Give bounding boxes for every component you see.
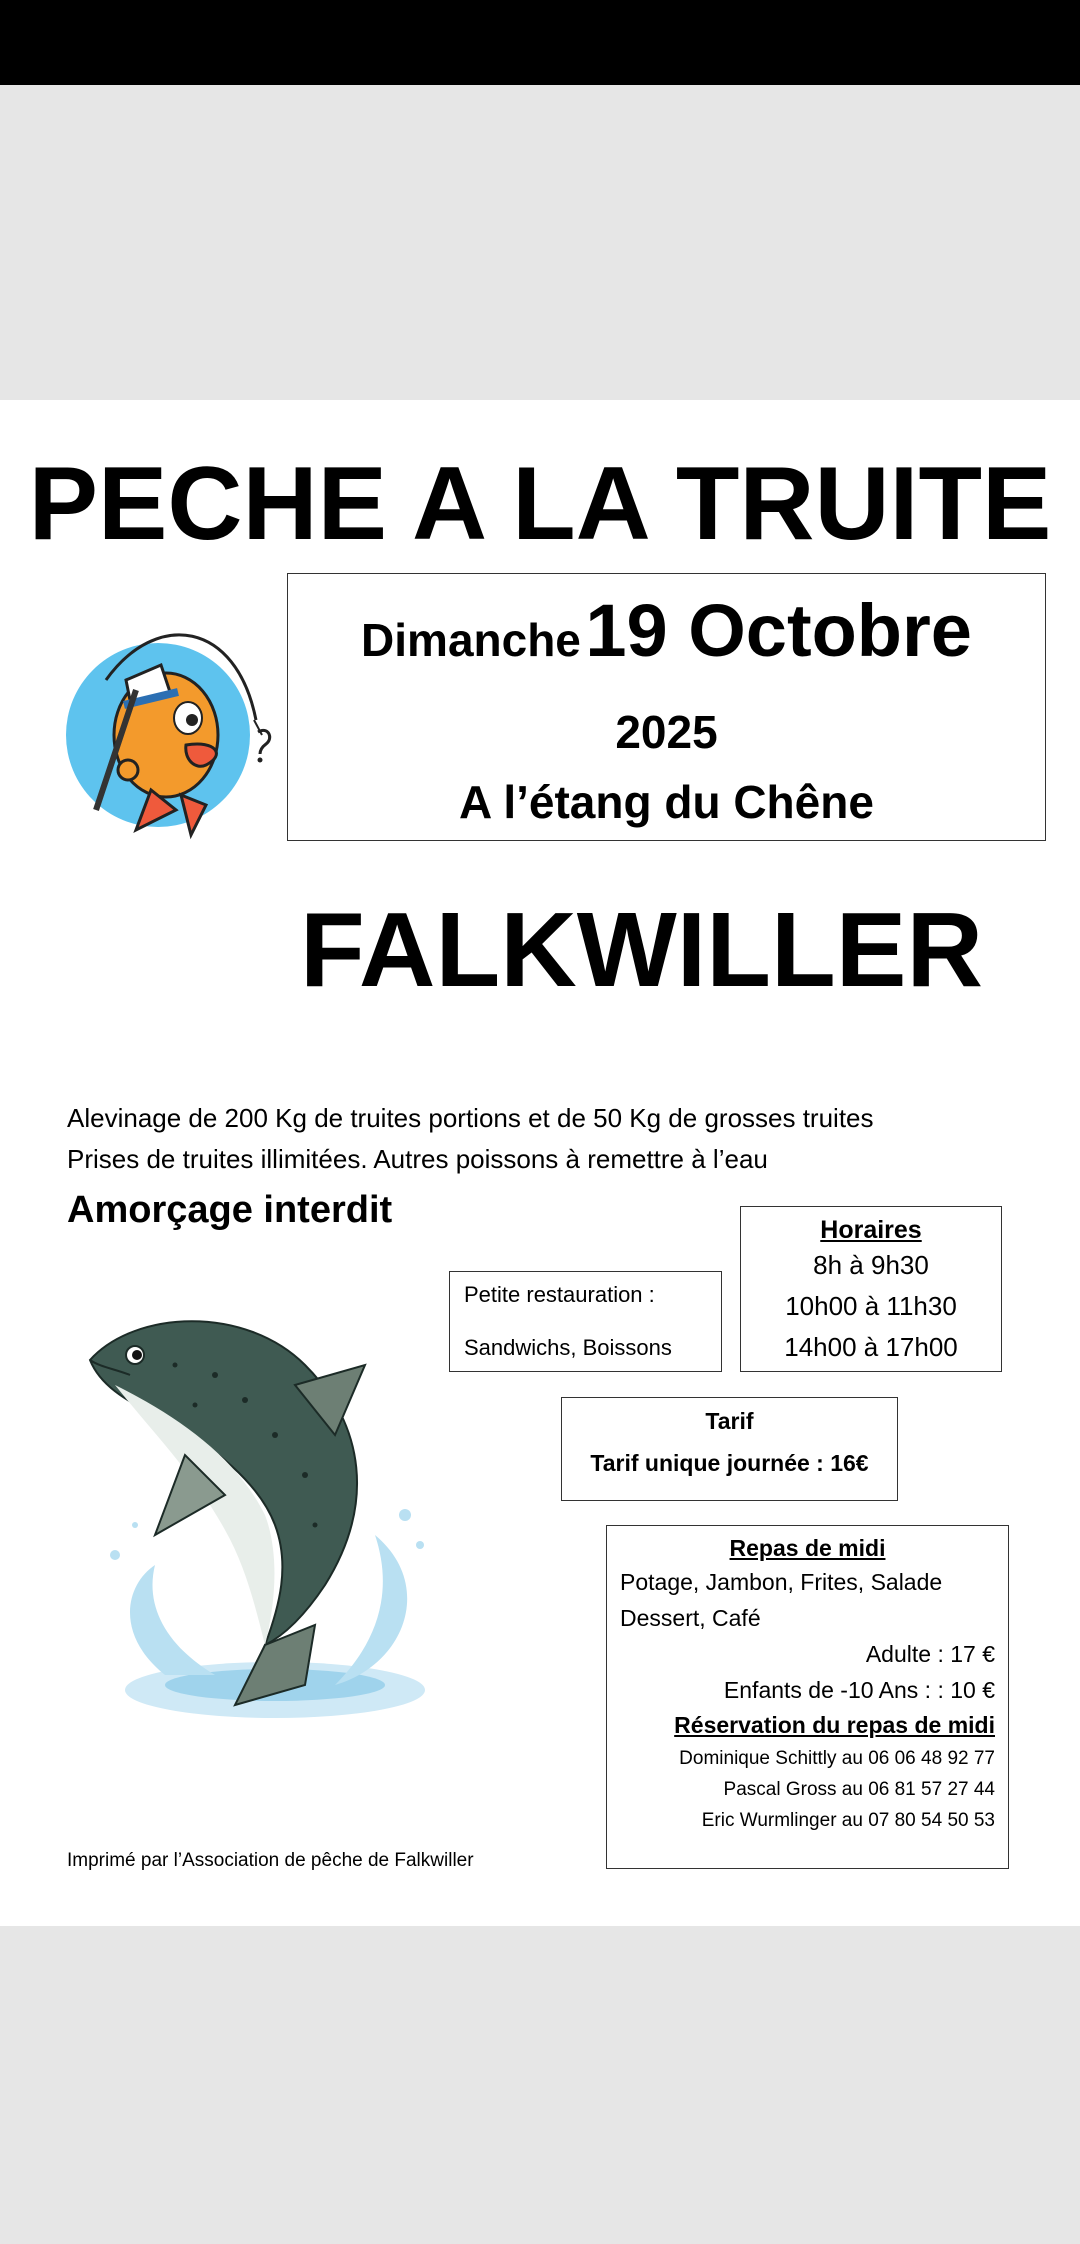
printer-credit: Imprimé par l’Association de pêche de Falkwiller (67, 1850, 474, 1871)
intro-line-stocking: Alevinage de 200 Kg de truites portions et de 50 Kg de grosses truites (67, 1103, 874, 1133)
lunch-children-price: Enfants de -10 Ans : : 10 € (723, 1677, 995, 1704)
catering-box (449, 1271, 722, 1372)
lunch-heading: Repas de midi (729, 1535, 886, 1561)
lunch-box (606, 1525, 1009, 1869)
hours-slot: 8h à 9h30 (813, 1250, 929, 1280)
jumping-trout-illustration (75, 1305, 455, 1735)
lunch-adult-price: Adulte : 17 € (865, 1641, 995, 1668)
hours-slot: 14h00 à 17h00 (784, 1332, 958, 1362)
date-box (287, 573, 1046, 841)
lunch-menu-line: Dessert, Café (620, 1605, 761, 1632)
status-bar (0, 0, 1080, 85)
reservation-contact: Eric Wurmlinger au 07 80 54 50 53 (701, 1810, 995, 1832)
flyer-title: PECHE A LA TRUITE (28, 446, 1052, 562)
hours-box (740, 1206, 1002, 1372)
baiting-warning: Amorçage interdit (67, 1189, 393, 1231)
event-location: A l’étang du Chêne (459, 776, 874, 828)
reservation-heading: Réservation du repas de midi (674, 1712, 995, 1739)
catering-title: Petite restauration : (464, 1282, 655, 1307)
reservation-contact: Dominique Schittly au 06 06 48 92 77 (679, 1748, 995, 1770)
date-day-month: 19 Octobre (585, 589, 972, 672)
catering-items: Sandwichs, Boissons (464, 1335, 672, 1361)
town-name: FALKWILLER (300, 891, 983, 1009)
hours-slot: 10h00 à 11h30 (785, 1291, 957, 1321)
pricing-box (561, 1397, 898, 1501)
reservation-contact: Pascal Gross au 06 81 57 27 44 (723, 1779, 995, 1801)
fishing-fish-cartoon-icon (66, 620, 276, 840)
flyer-document (0, 400, 1080, 1926)
lunch-menu-line: Potage, Jambon, Frites, Salade (620, 1569, 943, 1596)
hours-heading: Horaires (820, 1216, 922, 1244)
pricing-heading: Tarif (705, 1408, 754, 1434)
pricing-line: Tarif unique journée : 16€ (590, 1449, 869, 1476)
intro-line-catch-rules: Prises de truites illimitées. Autres poissons à remettre à l’eau (67, 1144, 768, 1174)
date-weekday: Dimanche (361, 614, 581, 666)
date-year: 2025 (615, 706, 718, 758)
